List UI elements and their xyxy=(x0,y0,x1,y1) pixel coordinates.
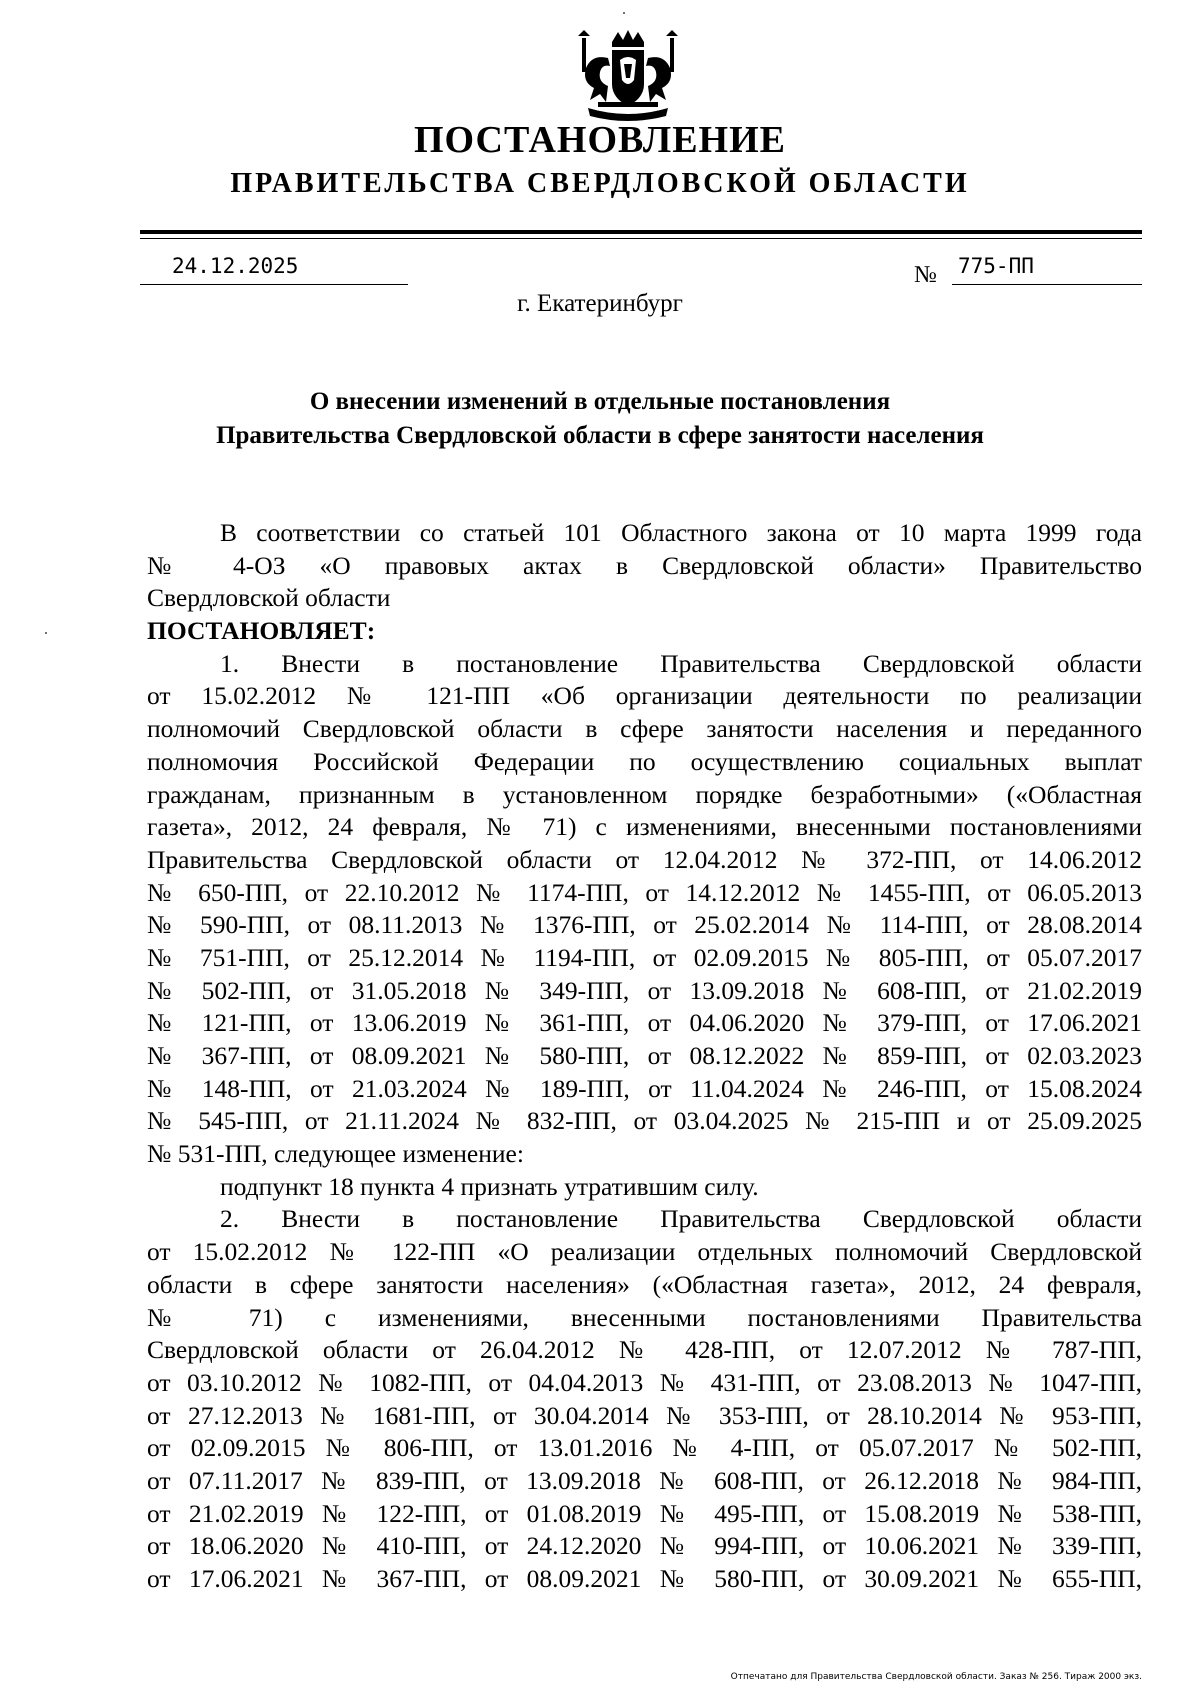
body-line: полномочий Свердловской области в сфере занятости населения и переданного xyxy=(147,714,1142,744)
body-line: № 590-ПП, от 08.11.2013 № 1376-ПП, от 25.02.2014 № 114-ПП, от 28.08.2014 xyxy=(147,910,1142,940)
body-line: 1. Внести в постановление Правительства Свердловской области xyxy=(220,648,1142,678)
body-line: от 17.06.2021 № 367-ПП, от 08.09.2021 № 580-ПП, от 30.09.2021 № 655-ПП, xyxy=(147,1564,1142,1593)
body-line: № 71) с изменениями, внесенными постановлениями Правительства xyxy=(147,1302,1142,1332)
number-sign: № xyxy=(914,262,937,288)
document-heading xyxy=(0,385,1200,453)
body-line: подпункт 18 пункта 4 признать утратившим силу. xyxy=(220,1171,759,1201)
body-line: гражданам, признанным в установленном порядке безработными» («Областная xyxy=(147,779,1142,809)
document-date: 24.12.2025 xyxy=(172,254,299,278)
number-underline xyxy=(952,284,1142,285)
body-line: Правительства Свердловской области от 12.04.2012 № 372-ПП, от 14.06.2012 xyxy=(147,844,1142,874)
body-line: от 18.06.2020 № 410-ПП, от 24.12.2020 № 994-ПП, от 10.06.2021 № 339-ПП, xyxy=(147,1531,1142,1561)
header-rule-thick xyxy=(140,230,1142,234)
document-number: 775-ПП xyxy=(958,254,1034,278)
body-line: № 502-ПП, от 31.05.2018 № 349-ПП, от 13.09.2018 № 608-ПП, от 21.02.2019 xyxy=(147,975,1142,1005)
body-line: № 148-ПП, от 21.03.2024 № 189-ПП, от 11.04.2024 № 246-ПП, от 15.08.2024 xyxy=(147,1073,1142,1103)
coat-of-arms-emblem xyxy=(568,28,688,124)
body-line: В соответствии со статьей 101 Областного закона от 10 марта 1999 года xyxy=(220,518,1142,547)
body-line: газета», 2012, 24 февраля, № 71) с изменениями, внесенными постановлениями xyxy=(147,812,1142,842)
scan-speck xyxy=(45,632,47,634)
body-line: Свердловской области от 26.04.2012 № 428-ПП, от 12.07.2012 № 787-ПП, xyxy=(147,1335,1142,1365)
body-line: от 15.02.2012 № 121-ПП «Об организации деятельности по реализации xyxy=(147,681,1142,711)
heading-line: О внесении изменений в отдельные постановления xyxy=(309,388,891,415)
date-underline xyxy=(140,284,408,285)
print-footer: Отпечатано для Правительства Свердловской области. Заказ № 256. Тираж 2000 экз. xyxy=(730,1672,1142,1682)
heading-line: Правительства Свердловской области в сфере занятости населения xyxy=(216,422,984,449)
body-line: № 751-ПП, от 25.12.2014 № 1194-ПП, от 02.09.2015 № 805-ПП, от 05.07.2017 xyxy=(147,942,1142,972)
document-title: ПОСТАНОВЛЕНИЕ xyxy=(413,119,787,161)
body-line: № 650-ПП, от 22.10.2012 № 1174-ПП, от 14.12.2012 № 1455-ПП, от 06.05.2013 xyxy=(147,877,1142,907)
body-line: № 531-ПП, следующее изменение: xyxy=(147,1139,524,1169)
body-line: № 367-ПП, от 08.09.2021 № 580-ПП, от 08.12.2022 № 859-ПП, от 02.03.2023 xyxy=(147,1041,1142,1070)
body-line: № 4-ОЗ «О правовых актах в Свердловской области» Правительство xyxy=(147,550,1142,580)
body-line: от 02.09.2015 № 806-ПП, от 13.01.2016 № 4-ПП, от 05.07.2017 № 502-ПП, xyxy=(147,1433,1142,1463)
body-line: от 27.12.2013 № 1681-ПП, от 30.04.2014 № 353-ПП, от 28.10.2014 № 953-ПП, xyxy=(147,1400,1142,1430)
body-line: от 07.11.2017 № 839-ПП, от 13.09.2018 № 608-ПП, от 26.12.2018 № 984-ПП, xyxy=(147,1465,1142,1495)
document-city: г. Екатеринбург xyxy=(517,290,683,317)
resolves-label: ПОСТАНОВЛЯЕТ: xyxy=(147,616,376,646)
scan-speck xyxy=(623,12,625,14)
body-line: полномочия Российской Федерации по осуществлению социальных выплат xyxy=(147,746,1142,776)
body-line: от 21.02.2019 № 122-ПП, от 01.08.2019 № 495-ПП, от 15.08.2019 № 538-ПП, xyxy=(147,1498,1142,1528)
body-line: от 15.02.2012 № 122-ПП «О реализации отдельных полномочий Свердловской xyxy=(147,1237,1142,1267)
header-rule-thin xyxy=(140,238,1142,239)
body-line: Свердловской области xyxy=(147,583,391,613)
body-line: № 121-ПП, от 13.06.2019 № 361-ПП, от 04.06.2020 № 379-ПП, от 17.06.2021 xyxy=(147,1008,1142,1038)
body-line: области в сфере занятости населения» («Областная газета», 2012, 24 февраля, xyxy=(147,1269,1142,1299)
document-body xyxy=(147,517,1142,1596)
body-line: № 545-ПП, от 21.11.2024 № 832-ПП, от 03.04.2025 № 215-ПП и от 25.09.2025 xyxy=(147,1106,1142,1136)
body-line: от 03.10.2012 № 1082-ПП, от 04.04.2013 № 431-ПП, от 23.08.2013 № 1047-ПП, xyxy=(147,1367,1142,1397)
document-subtitle: ПРАВИТЕЛЬСТВА СВЕРДЛОВСКОЙ ОБЛАСТИ xyxy=(230,168,970,199)
body-line: 2. Внести в постановление Правительства Свердловской области xyxy=(220,1204,1142,1234)
